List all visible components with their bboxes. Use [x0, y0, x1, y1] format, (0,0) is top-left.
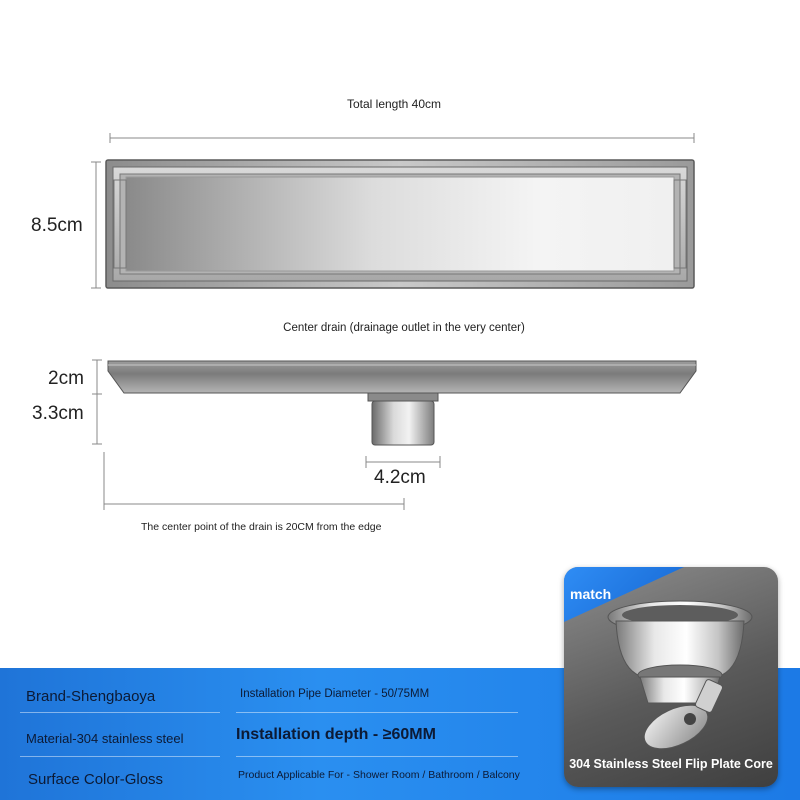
- surface-spec: Surface Color-Gloss: [28, 771, 164, 788]
- center-point-dimension-line: [102, 448, 408, 514]
- flip-plate-core-image: [604, 595, 754, 755]
- depth-label: 2cm: [48, 368, 84, 389]
- spec-divider: [236, 756, 518, 757]
- drain-top-view-image: [104, 158, 696, 292]
- spec-divider: [20, 756, 220, 757]
- match-tag-label: match: [570, 586, 612, 602]
- install-depth-spec: Installation depth - ≥60MM: [236, 726, 436, 743]
- center-drain-label: Center drain (drainage outlet in the very center): [283, 322, 525, 334]
- pipe-diameter-spec: Installation Pipe Diameter - 50/75MM: [240, 688, 430, 700]
- material-spec: Material-304 stainless steel: [26, 731, 184, 746]
- drain-side-view-image: [104, 357, 700, 449]
- match-card-caption: 304 Stainless Steel Flip Plate Core: [569, 757, 773, 771]
- outlet-depth-label: 3.3cm: [32, 403, 84, 424]
- depth-dimension-line: [91, 358, 105, 448]
- match-card: [564, 567, 778, 787]
- total-length-dimension-line: [108, 130, 698, 146]
- total-length-label: Total length 40cm: [346, 97, 442, 111]
- outlet-width-label: 4.2cm: [374, 467, 426, 488]
- spec-divider: [20, 712, 220, 713]
- center-point-label: The center point of the drain is 20CM from the edge: [141, 521, 382, 533]
- height-dimension-line: [90, 160, 102, 292]
- height-label: 8.5cm: [31, 215, 83, 236]
- applicable-spec: Product Applicable For - Shower Room / Bathroom / Balcony: [238, 769, 520, 781]
- brand-spec: Brand-Shengbaoya: [26, 688, 156, 705]
- spec-divider: [236, 712, 518, 713]
